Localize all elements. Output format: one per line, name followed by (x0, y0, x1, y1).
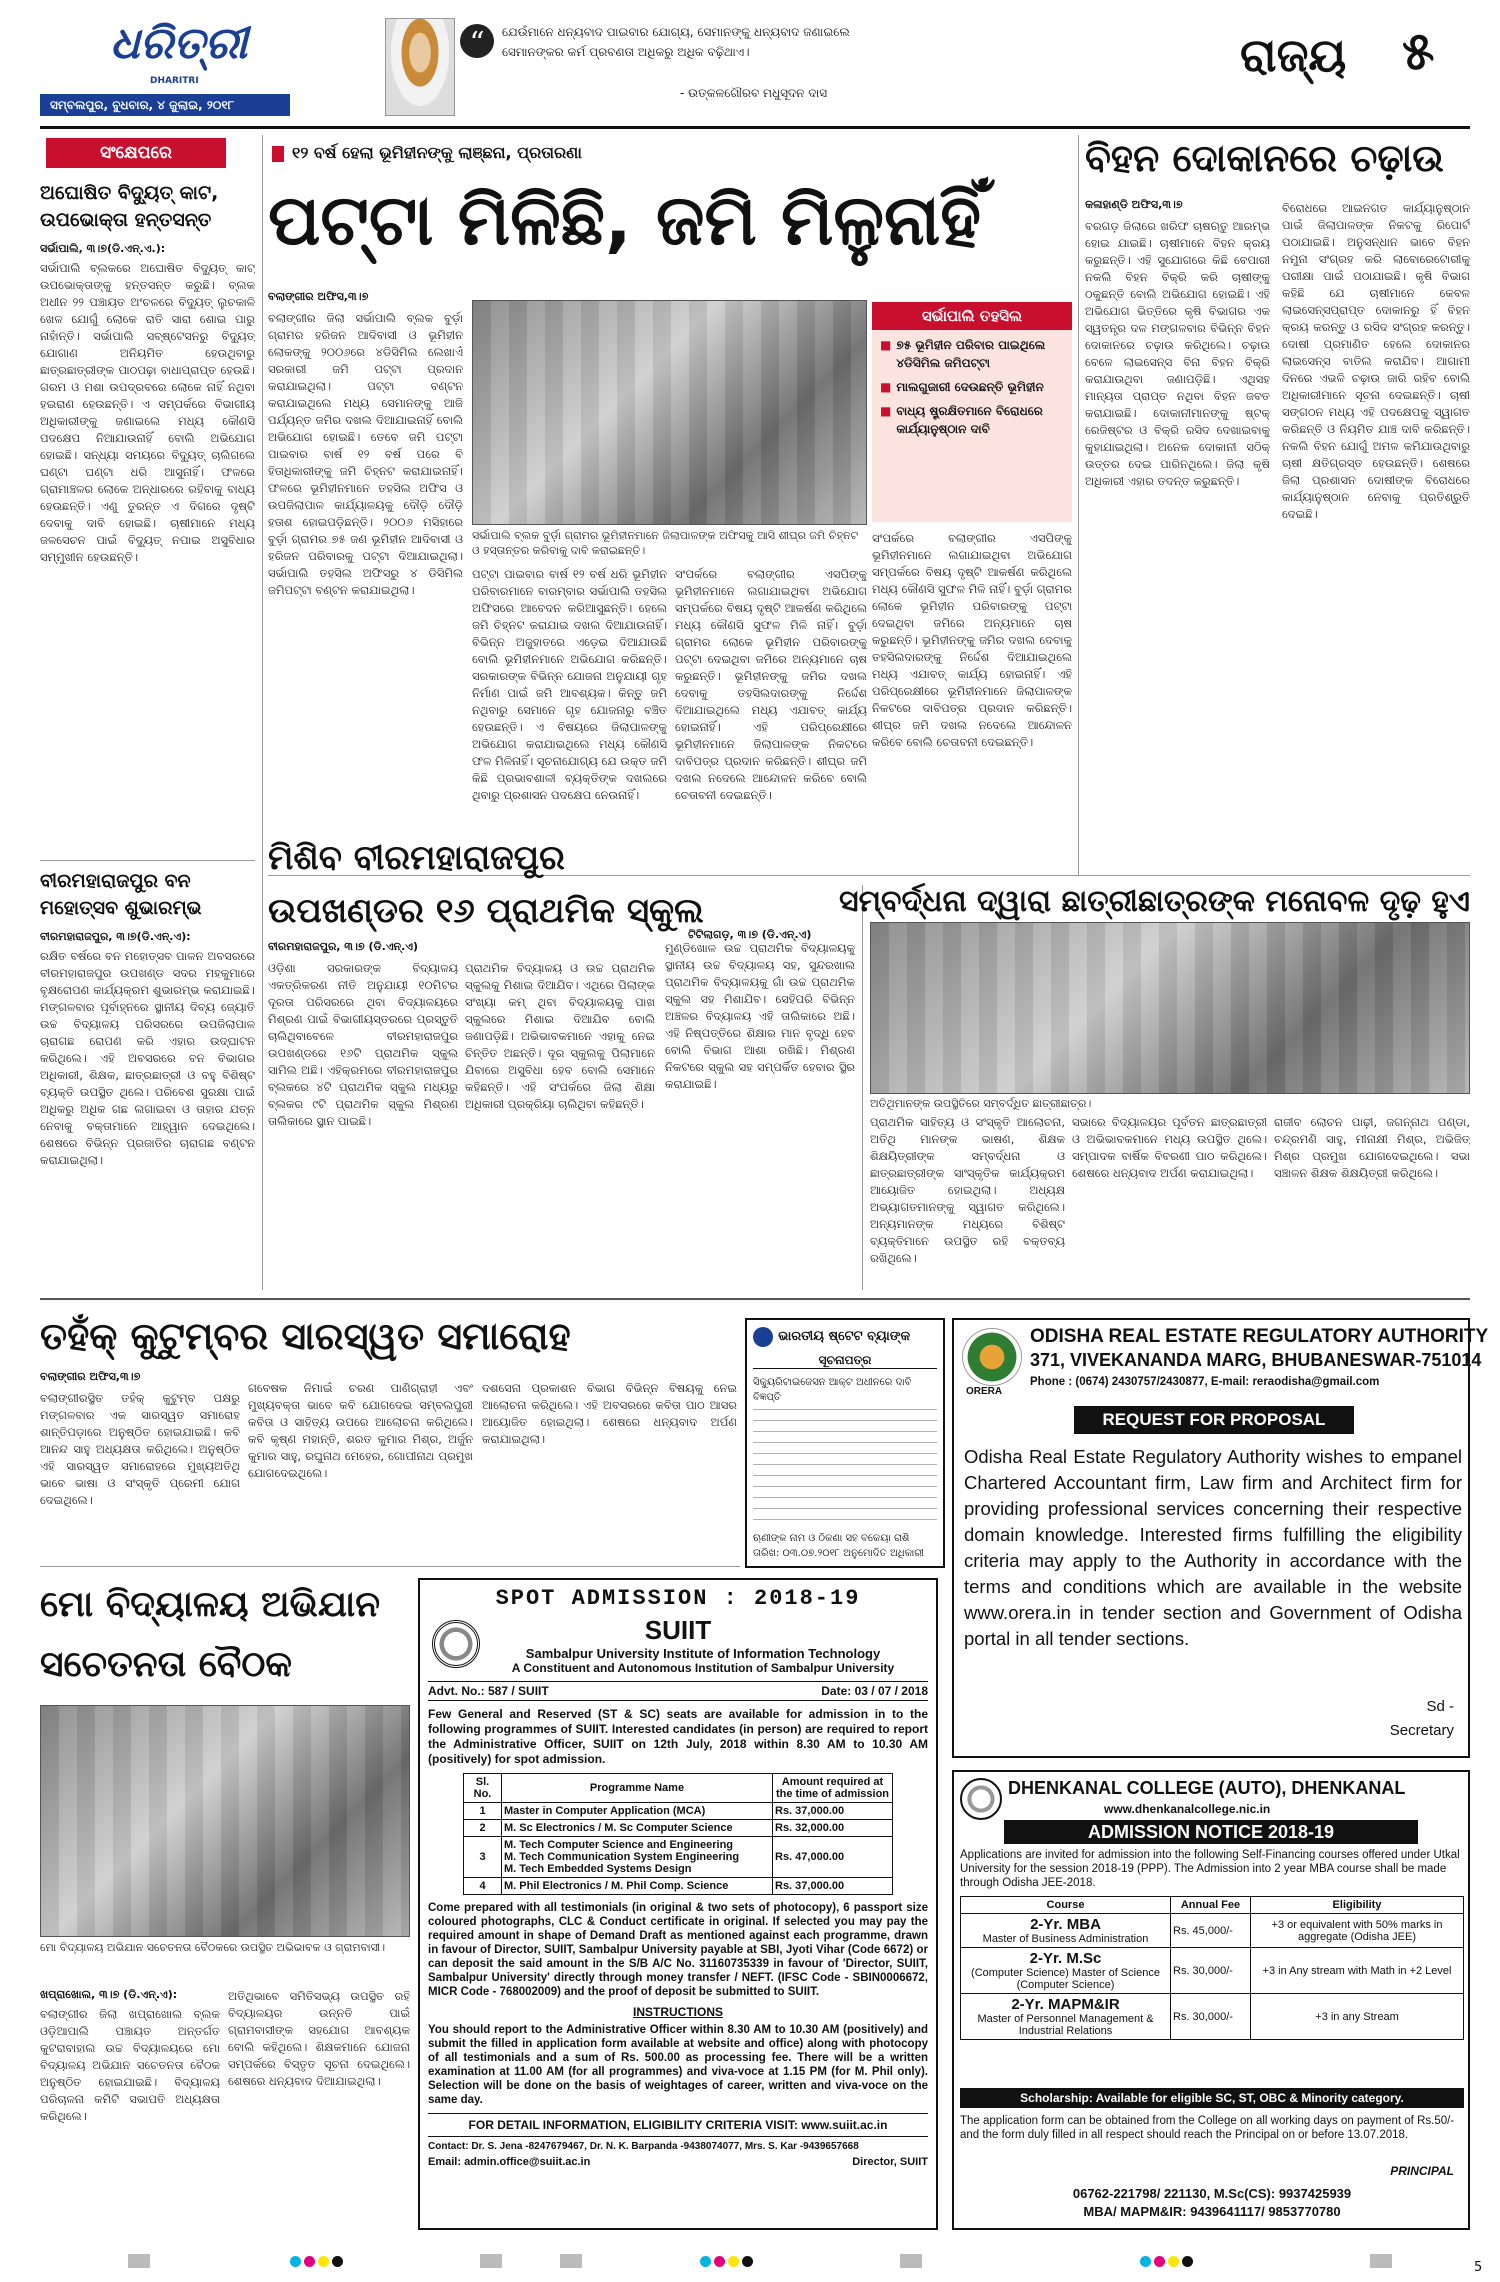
felic-col-3: ରାଜୀବ ଲୋଚନ ପାଢ଼ୀ, ଜଗନ୍ନାଥ ପଣ୍ଡା, ଚନ୍ଦ୍ରମଣି ସାହୁ, ମୀନାକ୍ଷୀ ମିଶ୍ର, ଅଭିଜିତ୍‌ ମିଶ୍ର ପ୍ରମୁଖ ଯୋଗଦେଇଥିଲେ। ସଭା ସଞ୍ଚାଳନ ଶିକ୍ଷକ ଶିକ୍ଷୟିତ୍ରୀ କରିଥିଲେ। (1274, 1115, 1470, 1180)
table-header: Amount required at the time of admission (773, 1774, 893, 1803)
dhenkanal-logo (960, 1778, 1002, 1820)
gray-bar (900, 2254, 922, 2268)
suiit-instructions: You should report to the Administrative Officer within 8.30 AM to 10.30 AM (positively) and submit the filled in application form available at website and office) along with photocopy of all testimonials and a sum of Rs. 500.00 as processing fee. There will be a written examination at 11.00 AM (for all programmes) and viva-voce at 1.15 PM (for M. Phil only). Selection will be done on the basis of weightages of career, written and viva-voce on the same day. (428, 2024, 928, 2106)
gray-bar (480, 2254, 502, 2268)
suiit-logo (432, 1620, 480, 1668)
suiit-instructions-title: INSTRUCTIONS (633, 2005, 723, 2019)
section-name: ରାଜ୍ୟ (1240, 28, 1347, 82)
lead-headline: ପଟ୍ଟା ମିଳିଛି, ଜମି ମିଳୁନାହିଁ (268, 179, 982, 261)
col-rule-lead (1078, 135, 1079, 875)
table-header: Sl. No. (464, 1774, 502, 1803)
suiit-intro: Few General and Reserved (ST & SC) seats are available for admission in to the following programmes of SUIIT. Interested candidates (in person) are required to report the Administrative Officer, SUIIT on 12th July, 2018 within 8.30 AM to 10.30 AM (positively) for spot admission. (428, 1707, 928, 1766)
lead-col-1: ବଲାଙ୍ଗୀର ଜିଲା ସର୍ଭାପାଲି ବ୍ଲକ ବୁର୍ଡ଼ା ଗ୍ରାମର ହରିଜନ ଆଦିବାସୀ ଓ ଭୂମିହୀନ ଲୋକଙ୍କୁ ୨୦୦୬ରେ ୪ଡିସିମିଲ ଲେଖାଏଁ ସରକାରୀ ଜମି ପଟ୍ଟା ପ୍ରଦାନ କରାଯାଇଥିଲା। ପଟ୍ଟା ବଣ୍ଟନ କରାଯାଇଥିଲେ ମଧ୍ୟ ସେମାନଙ୍କୁ ଆଜି ପର୍ଯ୍ୟନ୍ତ ଜମିର ଦଖଲ ଦିଆଯାଇନାହିଁ ବୋଲି ଅଭିଯୋଗ ହୋଇଛି। ତେବେ ଜମି ପଟ୍ଟା ପାଇବାର ବାର୍ଷ ୧୨ ବର୍ଷ ପରେ ବି ହିତାଧିକାରୀଙ୍କୁ ଜମି ଚିହ୍ନଟ କରାଯାଇନାହିଁ। ଫଳରେ ଭୂମିହୀନମାନେ ତହସିଲ ଅଫିସ ଓ ଉପଜିଲାପାଳ କାର୍ଯ୍ୟାଳୟକୁ ଦୌଡ଼ି ଦୌଡ଼ି ହତାଶ ହୋଇପଡ଼ିଛନ୍ତି। ୨୦୦୬ ମସିହାରେ ବୁର୍ଡ଼ା ଗ୍ରାମର ୭୫ ଜଣ ଭୂମିହୀନ ଆଦିବାସୀ ଓ ହରିଜନ ପରିବାରକୁ ପଟ୍ଟା ଦିଆଯାଇଥିଲା। ସର୍ଭାପାଲି ତହସିଲ ଅଫିସରୁ ୪ ଡିସିମିଲ ଜମିପଟ୍ଟା ବଣ୍ଟନ କରାଯାଇଥିଲା। (268, 311, 463, 597)
masthead (40, 18, 1470, 128)
dhenkanal-principal: PRINCIPAL (1390, 2164, 1454, 2178)
bank-title: ଭାରତୀୟ ଷ୍ଟେଟ ବ୍ୟାଙ୍କ (778, 1329, 911, 1344)
school-byline: ବୀରମହାରାଜପୁର, ୩।୭ (ଡି.ଏନ୍‌.ଏ) (268, 940, 419, 953)
kutumba-col-1: ବଲାଙ୍ଗୀରସ୍ଥିତ ତହଁକ୍‌ କୁଟୁମ୍ବ ପକ୍ଷରୁ ମଙ୍ଗଳବାର ଏକ ସାରସ୍ୱତ ସମାରୋହ ଶାନ୍ତିପଡ଼ାରେ ଅନୁଷ୍ଠିତ ହୋଇଯାଇଛି। କବି ଆନନ୍ଦ ସାହୁ ଅଧ୍ୟକ୍ଷତା କରିଥିଲେ। ଅନୁଷ୍ଠିତ ଏହି ସାରସ୍ୱତ ସମାରୋହରେ ମୁଖ୍ୟଅତିଥି ଭାବେ ଭାଷା ଓ ସଂସ୍କୃତି ପ୍ରେମୀ ଯୋଗ ଦେଇଥିଲେ। (40, 1391, 240, 1507)
bank-line: ସିକ୍ୟୁରିଟାଇଜେସନ ଆକ୍ଟ ଅଧୀନରେ ଦାବି ବିଜ୍ଞପ୍ତି (753, 1376, 912, 1403)
seed-byline: କଳାହାଣ୍ଡି ଅଫିସ,୩।୭ (1085, 198, 1183, 211)
suiit-name: SUIIT (644, 1615, 712, 1645)
bullet-icon: ■ (880, 380, 892, 394)
brief-headline-forest: ବୀରମହାରାଜପୁର ବନ ମହୋତ୍ସବ ଶୁଭାରମ୍ଭ (40, 870, 202, 919)
bank-line: ତାରିଖ: ୦୩.୦୭.୨୦୧୮ ଅନୁମୋଦିତ ଅଧିକାରୀ (753, 1547, 925, 1559)
seed-col-2: ବିରୋଧରେ ଆଇନଗତ କାର୍ଯ୍ୟାନୁଷ୍ଠାନ ପାଇଁ ଜିଲାପାଳଙ୍କ ନିକଟକୁ ରିପୋର୍ଟ ପଠାଯାଇଛି। ଅନୁସନ୍ଧାନ ଭାବେ ବିହନ ନମୁନା ସଂଗ୍ରହ କରି ଲାବୋରେଟୋରୀକୁ ପରୀକ୍ଷା ପାଇଁ ପଠାଯାଇଛି। କୃଷି ବିଭାଗ କହିଛି ଯେ ଚାଷୀମାନେ କେବଳ ଲାଇସେନ୍‌ସପ୍ରାପ୍ତ ଦୋକାନରୁ ହିଁ ବିହନ କ୍ରୟ କରନ୍ତୁ ଓ ରସିଦ ସଂଗ୍ରହ କରନ୍ତୁ। ଦୋଷୀ ପ୍ରମାଣିତ ହେଲେ ଦୋକାନର ଲାଇସେନ୍‌ସ ବାତିଲ କରାଯିବ। ଆଗାମୀ ଦିନରେ ଏଭଳି ଚଢ଼ାଉ ଜାରି ରହିବ ବୋଲି ଅଧିକାରୀମାନେ ସୂଚନା ଦେଇଛନ୍ତି। ଚାଷୀ ସଙ୍ଗଠନ ମଧ୍ୟ ଏହି ପଦକ୍ଷେପକୁ ସ୍ୱାଗତ କରିଛନ୍ତି ଓ ନିୟମିତ ଯାଞ୍ଚ ଦାବି କରିଛନ୍ତି। ନକଲି ବିହନ ଯୋଗୁଁ ଅମଳ କମିଯାଉଥିବାରୁ ଚାଷୀ କ୍ଷତିଗ୍ରସ୍ତ ହେଉଛନ୍ତି। ଶେଷରେ ଜିଲା ପ୍ରଶାସନ ଦୋଷୀଙ୍କ ବିରୋଧରେ କାର୍ଯ୍ୟାନୁଷ୍ଠାନ ନେବାକୁ ପ୍ରତିଶ୍ରୁତି ଦେଇଛି। (1282, 201, 1470, 521)
suiit-email: Email: admin.office@suiit.ac.in (428, 2156, 591, 2168)
school-col-1: ଓଡ଼ିଶା ସରକାରଙ୍କ ବିଦ୍ୟାଳୟ ଏକତ୍ରିକରଣ ନୀତି ଅନୁଯାୟୀ ୧୦ମିଟର ଦୂରତା ପରିସରରେ ଥିବା ବିଦ୍ୟାଳୟରେ ମିଶ୍ରଣ ପାଇଁ ବିଭାଗୀୟସ୍ତରରେ ପ୍ରସ୍ତୁତି ଚାଲିଥିବାବେଳେ ବୀରମହାରାଜପୁର ଉପଖଣ୍ଡରେ ୧୬ଟି ପ୍ରାଥମିକ ସ୍କୁଲ ସାମିଲ ଅଛି। ଏହିକ୍ରମରେ ବୀରମହାରାଜପୁର ବ୍ଲକରେ ୪ଟି ପ୍ରାଥମିକ ସ୍କୁଲ ମଧ୍ୟରୁ ବ୍ଲକର ୯ଟି ପ୍ରାଥମିକ ସ୍କୁଲ ମିଶ୍ରଣ ତାଲିକାରେ ସ୍ଥାନ ପାଇଛି। (268, 961, 458, 1128)
lead-byline: ବଲାଙ୍ଗୀର ଅଫିସ,୩।୭ (268, 290, 369, 303)
suiit-title: SPOT ADMISSION : 2018-19 (495, 1586, 861, 1611)
bank-line: ଋଣୀଙ୍କ ନାମ ଓ ଠିକଣା ସହ ବକେୟା ରାଶି (753, 1532, 910, 1544)
felic-photo (870, 922, 1470, 1094)
brief-tag: ସଂକ୍ଷେପରେ (46, 138, 226, 168)
bank-logo-icon (753, 1327, 773, 1347)
newspaper-logo-sub: DHARITRI (150, 76, 199, 86)
school-headline-1: ମିଶିବ ବୀରମହାରାଜପୁର (268, 838, 565, 878)
dateline: ସମ୍ବଲପୁର, ବୁଧବାର, ୪ ଜୁଲାଇ, ୨୦୧୮ (40, 94, 290, 116)
dhenkanal-phones-1: 06762-221798/ 221130, M.Sc(CS): 9937425939 (1072, 2186, 1352, 2201)
table-row: 2 M. Sc Electronics / M. Sc Computer Science Rs. 32,000.00 (464, 1820, 893, 1837)
brief-body-forest: ରକ୍ଷିତ ବର୍ଷରେ ବନ ମହୋତ୍ସବ ପାଳନ ଅବସରରେ ବୀରମହାରାଜପୁର ଉପଖଣ୍ଡ ସଦର ମହକୁମାରେ ବୃକ୍ଷରୋପଣ କାର୍ଯ୍ୟକ୍ରମ ଶୁଭାରମ୍ଭ କରାଯାଇଛି। ମଙ୍ଗଳବାର ପୂର୍ବାହ୍ନରେ ସ୍ଥାନୀୟ ଦିବ୍ୟ ଜ୍ୟୋତି ଉଚ୍ଚ ବିଦ୍ୟାଳୟ ପରିସରରେ ଉପଜିଲାପାଳ ଚାରାଗଛ ରୋପଣ କରି ଏହାର ଉଦ୍‌ଘାଟନ କରିଥିଲେ। ଏହି ଅବସରରେ ବନ ବିଭାଗର ଅଧିକାରୀ, ଶିକ୍ଷକ, ଛାତ୍ରଛାତ୍ରୀ ଓ ବହୁ ବିଶିଷ୍ଟ ବ୍ୟକ୍ତି ଉପସ୍ଥିତ ଥିଲେ। ପରିବେଶ ସୁରକ୍ଷା ପାଇଁ ଅଧିକରୁ ଅଧିକ ଗଛ ଲଗାଇବା ଓ ତାହାର ଯତ୍ନ ନେବାକୁ ବକ୍ତାମାନେ ଆହ୍ୱାନ ଦେଇଥିଲେ। ଶେଷରେ ବିଭିନ୍ନ ପ୍ରଜାତିର ଚାରାଗଛ ବଣ୍ଟନ କରାଯାଇଥିଲା। (40, 949, 255, 1167)
gray-bar (128, 2254, 150, 2268)
dhenkanal-ad (952, 1770, 1470, 2230)
movidya-photo (40, 1705, 410, 1937)
brief-body-power: ସର୍ଭାପାଲି ବ୍ଲକରେ ଅଘୋଷିତ ବିଦ୍ୟୁତ୍‌ କାଟ୍‌ ଉପଭୋକ୍ତାଙ୍କୁ ହନ୍ତସନ୍ତ କରୁଛି। ବ୍ଲକ ଅଧୀନ ୨୨ ପଞ୍ଚାୟତ ଅଂଚଳରେ ବିଦ୍ୟୁତ୍‌ ଲୁଚକାଳି ଖେଳ ଯୋଗୁଁ ଲୋକେ ରାତି ସାରା ଶୋଇ ପାରୁ ନାହାଁନ୍ତି। ସର୍ଭାପାଲି ସବ୍‌ଷ୍ଟେସନରୁ ବିଦ୍ୟୁତ୍‌ ଯୋଗାଣ ଅନିୟମିତ ହେଉଥିବାରୁ ଛାତ୍ରଛାତ୍ରୀଙ୍କ ପାଠପଢ଼ା ବାଧାପ୍ରାପ୍ତ ହେଉଛି। ଗରମ ଓ ମଶା ଉପଦ୍ରବରେ ଲୋକେ ନାହିଁ ନଥିବା ହଇରାଣ ହେଉଛନ୍ତି। ଏ ସମ୍ପର୍କରେ ବିଭାଗୀୟ ଅଧିକାରୀଙ୍କୁ ଜଣାଇଲେ ମଧ୍ୟ କୌଣସି ପଦକ୍ଷେପ ନିଆଯାଉନାହିଁ ବୋଲି ଅଭିଯୋଗ ହୋଇଛି। ସନ୍ଧ୍ୟା ସମୟରେ ବିଦ୍ୟୁତ୍‌ ଚାଲିଗଲେ ଘଣ୍ଟା ଘଣ୍ଟା ଧରି ଆସୁନାହିଁ। ଫଳରେ ଗ୍ରାମାଞ୍ଚଳର ଲୋକେ ଅନ୍ଧାରରେ ରହିବାକୁ ବାଧ୍ୟ ହେଉଛନ୍ତି। ଏଣୁ ତୁରନ୍ତ ଏ ଦିଗରେ ଦୃଷ୍ଟି ଦେବାକୁ ଦାବି ହୋଇଛି। ଚାଷୀମାନେ ମଧ୍ୟ ଜଳସେଚନ ପାଇଁ ବିଦ୍ୟୁତ୍‌ ନପାଇ ଅସୁବିଧାର ସମ୍ମୁଖୀନ ହେଉଛନ୍ତି। (40, 261, 255, 564)
table-row: 1 Master in Computer Application (MCA) Rs. 37,000.00 (464, 1803, 893, 1820)
dhenkanal-website: www.dhenkanalcollege.nic.in (1104, 1802, 1271, 1816)
table-row: 3 M. Tech Computer Science and Engineering M. Tech Communication System Engineering M. Tech Embedded Systems Design Rs. 47,000.00 (464, 1837, 893, 1878)
felic-photo-caption: ଅତିଥିମାନଙ୍କ ଉପସ୍ଥିତିରେ ସମ୍ବର୍ଦ୍ଧିତ ଛାତ୍ରୀଛାତ୍ର। (870, 1097, 1092, 1110)
sidebox-item: ■ ବାଧ୍ୟ ଷ୍ଟ୍ରକ୍ଷିତମାନେ ବିରୋଧରେ କାର୍ଯ୍ୟାନୁଷ୍ଠାନ ଦାବି (880, 404, 1043, 436)
lead-photo (472, 300, 867, 525)
orera-ad (952, 1318, 1489, 1758)
bullet-icon: ■ (880, 338, 892, 352)
table-row: 2-Yr. M.Sc (Computer Science) Master of Science (Computer Science) Rs. 30,000/- +3 in Any stream with Math in +2 Level (961, 1948, 1464, 1994)
lead-sidebox (872, 302, 1072, 522)
dhenkanal-phones-2: MBA/ MAPM&IR: 9439641117/ 9853770780 (1083, 2204, 1341, 2219)
orera-body: Odisha Real Estate Regulatory Authority wishes to empanel Chartered Accountant firm, Law firm and Architect firm for providing professional services concerning their respective domain knowledge. Interested firms fulfilling the eligibility criteria may apply to the Authority in accordance with the terms and conditions which are available in the website www.orera.in in tender section and Government of Odisha portal in all tender sections. (964, 1446, 1462, 1649)
lead-col-3: ସଂପର୍କରେ ବଲାଙ୍ଗୀର ଏସପିଙ୍କୁ ଭୂମିହୀନମାନେ ଲଗାଯାଇଥିବା ଅଭିଯୋଗ ସମ୍ପର୍କରେ ବିଷୟ ଦୃଷ୍ଟି ଆକର୍ଷଣ କରିଥିଲେ ମଧ୍ୟ କୌଣସି ସୁଫଳ ମିଳି ନାହିଁ। ବୁର୍ଡ଼ା ଗ୍ରାମର ଲୋକେ ଭୂମିହୀନ ପରିବାରଙ୍କୁ ପଟ୍ଟା ଦେଇଥିବା ଜମିରେ ଅନ୍ୟମାନେ ଚାଷ କରୁଛନ୍ତି। ଭୂମିହୀନଙ୍କୁ ଜମିର ଦଖଲ ଦେବାକୁ ତହସିଲଦାରଙ୍କୁ ନିର୍ଦ୍ଦେଶ ଦିଆଯାଇଥିଲେ ମଧ୍ୟ ଏଯାବତ୍‌ କାର୍ଯ୍ୟ ହୋଇନାହିଁ। ଏହି ପରିପ୍ରେକ୍ଷୀରେ ଭୂମିହୀନମାନେ ଜିଲାପାଳଙ୍କ ନିକଟରେ ଦାବିପତ୍ର ପ୍ରଦାନ କରିଛନ୍ତି। ଶୀଘ୍ର ଜମି ଦଖଲ ନଦେଲେ ଆନ୍ଦୋଳନ କରିବେ ବୋଲି ଚେତାବନୀ ଦେଇଛନ୍ତି। (675, 567, 867, 802)
table-header: Programme Name (502, 1774, 773, 1803)
newspaper-logo: ଧରିତ୍ରୀ (110, 18, 248, 69)
bank-notice (745, 1318, 945, 1568)
masthead-rule (40, 126, 1470, 129)
felic-headline: ସମ୍ବର୍ଦ୍ଧନା ଦ୍ୱାରା ଛାତ୍ରୀଛାତ୍ରଙ୍କ ମନୋବଳ ଦୃଢ଼ ହୁଏ (839, 884, 1470, 919)
movidya-byline: ଖପ୍ରାଖୋଲ, ୩।୭ (ଡି.ଏନ୍‌.ଏ): (40, 1988, 178, 2001)
lead-col-2: ପଟ୍ଟା ପାଇବାର ବାର୍ଷ ୧୨ ବର୍ଷ ଧରି ଭୂମିହୀନ ପରିବାରମାନେ ବାରମ୍ବାର ସର୍ଭାପାଲି ତହସିଲ ଅଫିସରେ ଆବେଦନ କରିଆସୁଛନ୍ତି। ହେଲେ ଜମି ଚିହ୍ନଟ କରାଯାଇ ଦଖଲ ଦିଆଯାଉନାହିଁ। ବିଭିନ୍ନ ଅଜୁହାତରେ ଏଡ଼େଇ ଦିଆଯାଉଛି ବୋଲି ଭୂମିହୀନମାନେ ଅଭିଯୋଗ କରିଛନ୍ତି। ସରକାରଙ୍କ ବିଭିନ୍ନ ଯୋଜନା ଅନୁଯାୟୀ ଗୃହ ନିର୍ମାଣ ପାଇଁ ଜମି ଆବଶ୍ୟକ। କିନ୍ତୁ ଜମି ନଥିବାରୁ ସେମାନେ ଗୃହ ଯୋଜନାରୁ ବଞ୍ଚିତ ହେଉଛନ୍ତି। ଏ ବିଷୟରେ ଜିଲାପାଳଙ୍କୁ ଅଭିଯୋଗ କରାଯାଇଥିଲେ ମଧ୍ୟ କୌଣସି ଫଳ ମିଳିନାହିଁ। ସୂଚନାଯୋଗ୍ୟ ଯେ ଉକ୍ତ ଜମି କିଛି ପ୍ରଭାବଶାଳୀ ବ୍ୟକ୍ତିଙ୍କ ଦଖଲରେ ଥିବାରୁ ପ୍ରଶାସନ ପଦକ୍ଷେପ ନେଉନାହିଁ। (472, 567, 667, 802)
brief-byline-power: ସର୍ଭାପାଲି, ୩।୭(ଡି.ଏନ୍‌.ଏ.): (40, 242, 166, 255)
orera-org: ODISHA REAL ESTATE REGULATORY AUTHORITY (1030, 1326, 1489, 1347)
cmyk-dots (1140, 2256, 1193, 2267)
registration-strip (0, 2246, 1500, 2282)
dhenkanal-title: DHENKANAL COLLEGE (AUTO), DHENKANAL (1008, 1778, 1406, 1798)
lead-photo-caption: ସର୍ଭାପାଲି ବ୍ଲକ ବୁର୍ଡ଼ା ଗ୍ରାମର ଭୂମିହୀନମାନେ ଜିଲାପାଳଙ୍କ ଅଫିସକୁ ଆସି ଶୀଘ୍ର ଜମି ଚିହ୍ନଟ ଓ ହସ୍ତାନ୍ତର କରିବାକୁ ଦାବି କରାଇଛନ୍ତି। (472, 529, 859, 557)
movidya-photo-caption: ମୋ ବିଦ୍ୟାଳୟ ଅଭିଯାନ ସଚେତନତା ବୈଠକରେ ଉପସ୍ଥିତ ଅଭିଭାବକ ଓ ଗ୍ରାମବାସୀ। (40, 1941, 386, 1954)
dhenkanal-form-info: The application form can be obtained from the College on all working days on payment of Rs.50/- and the form duly filled in all respect should reach the Principal on or before 13.07.2018. (960, 2115, 1455, 2141)
kutumba-byline: ବଲାଙ୍ଗୀର ଅଫିସ,୩।୭ (40, 1370, 141, 1383)
lead-sidebox-title: ସର୍ଭାପାଲି ତହସିଲ (872, 302, 1072, 330)
cmyk-dots (700, 2256, 753, 2267)
seed-col-1: ବରଗଡ଼ ଜିଲାରେ ଖରିଫ ଚାଷଋତୁ ଆରମ୍ଭ ହୋଇ ଯାଇଛି। ଚାଷୀମାନେ ବିହନ କ୍ରୟ କରୁଛନ୍ତି। ଏହି ସୁଯୋଗରେ କିଛି ବେପାରୀ ନକଲି ବିହନ ବିକ୍ରି କରି ଚାଷୀଙ୍କୁ ଠକୁଛନ୍ତି ବୋଲି ଅଭିଯୋଗ ହୋଇଛି। ଏହି ଅଭିଯୋଗ ଭିତ୍ତିରେ କୃଷି ବିଭାଗର ଏକ ସ୍ୱତନ୍ତ୍ର ଦଳ ମଙ୍ଗଳବାର ବିଭିନ୍ନ ବିହନ ଦୋକାନରେ ଚଢ଼ାଉ କରିଥିଲେ। ଚଢ଼ାଉ ବେଳେ ଲାଇସେନ୍‌ସ ବିନା ବିହନ ବିକ୍ରି କରାଯାଉଥିବା ଜଣାପଡ଼ିଛି। ଏଥିସହ ମାନ୍ୟତା ପ୍ରାପ୍ତ ନଥିବା ବିହନ ଜବତ କରାଯାଇଛି। ଦୋକାନୀମାନଙ୍କୁ ଷ୍ଟକ୍‌ ରେଜିଷ୍ଟର ଓ ବିକ୍ରି ରସିଦ ଦେଖାଇବାକୁ କୁହାଯାଇଥିଲା। ଅନେକ ଦୋକାନୀ ସଠିକ୍‌ ଉତ୍ତର ଦେଇ ପାରିନଥିଲେ। ଜିଲା କୃଷି ଅଧିକାରୀ ଏହାର ତଦନ୍ତ କରୁଛନ୍ତି। (1085, 219, 1270, 488)
school-col-3: ମୁଣ୍ଡିଖୋଳ ଉଚ୍ଚ ପ୍ରାଥମିକ ବିଦ୍ୟାଳୟକୁ ସ୍ଥାନୀୟ ଉଚ୍ଚ ବିଦ୍ୟାଳୟ ସହ, ସୁନ୍ଦରଖାଲ ପ୍ରାଥମିକ ବିଦ୍ୟାଳୟକୁ ଗାଁ ଉଚ୍ଚ ପ୍ରାଥମିକ ସ୍କୁଲ ସହ ମିଶାଯିବ। ସେହିପରି ବିଭିନ୍ନ ଅଞ୍ଚଳର ବିଦ୍ୟାଳୟ ଏହି ତାଲିକାରେ ଅଛି। ଏହି ନିଷ୍ପତ୍ତିରେ ଶିକ୍ଷାର ମାନ ବୃଦ୍ଧି ହେବ ବୋଲି ବିଭାଗ ଆଶା ରଖିଛି। ମିଶ୍ରଣ ନିକଟରେ ସ୍କୁଲ ସହ ସମ୍ପର୍କିତ ହେବାର ସ୍ଥିର କରାଯାଇଛି। (665, 941, 855, 1091)
suiit-contact: Contact: Dr. S. Jena -8247679467, Dr. N. K. Barpanda -9438074077, Mrs. S. Kar -9439657668 (428, 2141, 859, 2152)
lead-kicker-marker (272, 146, 284, 162)
portrait-image (385, 18, 455, 116)
movidya-headline-2: ସଚେତନତା ବୈଠକ (40, 1644, 292, 1685)
table-row: 4 M. Phil Electronics / M. Phil Comp. Science Rs. 37,000.00 (464, 1878, 893, 1895)
movidya-col-1: ବଲାଙ୍ଗୀର ଜିଲା ଖପ୍ରାଖୋଲ ବ୍ଲକ ଓଡ଼ିଆପାଲି ପଞ୍ଚାୟତ ଅନ୍ତର୍ଗତ କୁଟରାବାହାଲ ଉଚ୍ଚ ବିଦ୍ୟାଳୟରେ ମୋ ବିଦ୍ୟାଳୟ ଅଭିଯାନ ସଚେତନତା ବୈଠକ ଅନୁଷ୍ଠିତ ହୋଇଯାଇଛି। ବିଦ୍ୟାଳୟ ପରିଚାଳନା କମିଟି ସଭାପତି ଅଧ୍ୟକ୍ଷତା କରିଥିଲେ। (40, 2007, 220, 2123)
cmyk-dots (290, 2256, 343, 2267)
suiit-fee-table (463, 1773, 893, 1895)
seed-headline: ବିହନ ଦୋକାନରେ ଚଢ଼ାଉ (1085, 136, 1444, 180)
suiit-ad (418, 1578, 938, 2230)
bullet-icon: ■ (880, 404, 892, 418)
row-rule-2 (40, 1298, 1470, 1300)
kutumba-col-3: ଦଶସେନା ପ୍ରକାଶନ ବିଭାଗ ବିଭିନ୍ନ ବିଷୟକୁ ନେଇ ଆଲୋଚନା କରିଥିଲେ। ଏହି ଅବସରରେ କବିତା ପାଠ ଆସର ଆୟୋଜିତ ହୋଇଥିଲା। ଶେଷରେ ଧନ୍ୟବାଦ ଅର୍ପଣ କରାଯାଇଥିଲା। (482, 1381, 737, 1446)
col-rule-school (862, 885, 863, 1290)
felic-col-2: ସଭାରେ ବିଦ୍ୟାଳୟର ପୂର୍ବତନ ଛାତ୍ରଛାତ୍ରୀ ଓ ଅଭିଭାବକମାନେ ମଧ୍ୟ ଉପସ୍ଥିତ ଥିଲେ। ସମ୍ପାଦକ ବାର୍ଷିକ ବିବରଣୀ ପାଠ କରିଥିଲେ। ଶେଷରେ ଧନ୍ୟବାଦ ଅର୍ପଣ କରାଯାଇଥିଲା। (1072, 1115, 1267, 1180)
suiit-footer: FOR DETAIL INFORMATION, ELIGIBILITY CRITERIA VISIT: www.suiit.ac.in (428, 2113, 928, 2137)
suiit-advt-no: Advt. No.: 587 / SUIIT (428, 1684, 549, 1698)
orera-rfp-banner: REQUEST FOR PROPOSAL (1074, 1406, 1354, 1434)
table-header: Annual Fee (1171, 1897, 1251, 1914)
orera-sig-1: Sd - (1426, 1698, 1454, 1715)
table-header: Eligibility (1251, 1897, 1464, 1914)
orera-logo (962, 1328, 1022, 1386)
dhenkanal-intro: Applications are invited for admission into the following Self-Financing courses offered under Utkal University for the session 2018-19 (PPP). The Admission into 2 year MBA course shall be made through Odisha JEE-2018. (960, 1849, 1460, 1889)
brief-headline-power: ଅଘୋଷିତ ବିଦ୍ୟୁତ୍‌ କାଟ, ଉପଭୋକ୍ତା ହନ୍ତସନ୍ତ (40, 182, 219, 231)
bank-fine-print (753, 1409, 937, 1527)
suiit-signature: Director, SUIIT (852, 2156, 928, 2168)
sidebox-item: ■ ୭୫ ଭୂମିହୀନ ପରିବାର ପାଇଥିଲେ ୪ଡିସିମିଲ ଜମିପଟ୍ଟା (880, 338, 1046, 370)
felic-col-1: ପ୍ରାଥମିକ ସାହିତ୍ୟ ଓ ସଂସ୍କୃତି ଆଲୋଚନା, ଅତିଥି ମାନଙ୍କ ଭାଷଣ, ଶିକ୍ଷକ ଶିକ୍ଷୟିତ୍ରୀଙ୍କ ସମ୍ବର୍ଦ୍ଧନା ଓ ଛାତ୍ରଛାତ୍ରୀଙ୍କ ସାଂସ୍କୃତିକ କାର୍ଯ୍ୟକ୍ରମ ଆୟୋଜିତ ହୋଇଥିଲା। ଅଧ୍ୟକ୍ଷ ଅଭ୍ୟାଗତମାନଙ୍କୁ ସ୍ୱାଗତ କରିଥିଲେ। ଅନ୍ୟମାନଙ୍କ ମଧ୍ୟରେ ବିଶିଷ୍ଟ ବ୍ୟକ୍ତିମାନେ ଉପସ୍ଥିତ ରହି ବକ୍ତବ୍ୟ ରଖିଥିଲେ। (870, 1115, 1065, 1265)
school-headline-2: ଉପଖଣ୍ଡର ୧୬ ପ୍ରାଥମିକ ସ୍କୁଲ (268, 891, 704, 931)
brief-byline-forest: ବୀରମହାରାଜପୁର, ୩।୭(ଡି.ଏନ୍‌.ଏ): (40, 930, 191, 943)
suiit-inst-1: Sambalpur University Institute of Information Technology (525, 1646, 881, 1661)
kutumba-col-2: ଗବେଷକ ନିମାଇଁ ଚରଣ ପାଣିଗ୍ରାହୀ ଏବଂ ମୁଖ୍ୟବକ୍ତା ଭାବେ କବି ଯୋଗଦେଇ ସମ୍ବଲପୁରୀ କବିତା ଓ ସାହିତ୍ୟ ଉପରେ ଆଲୋଚନା କରିଥିଲେ। କବି କୃଷ୍ଣ ମହାନ୍ତି, ଶରତ କୁମାର ମିଶ୍ର, ଅର୍ଜୁନ କୁମାର ସାହୁ, ରଘୁନାଥ ମେହେର, ଗୋପୀନାଥ ପ୍ରମୁଖ ଯୋଗଦେଇଥିଲେ। (248, 1381, 473, 1480)
sidebox-item: ■ ମାଲଗୁଜାରୀ ଦେଉଛନ୍ତି ଭୂମିହୀନ (880, 380, 1044, 394)
quote-mark-icon: “ (460, 24, 494, 58)
gray-bar (560, 2254, 582, 2268)
dhenkanal-scholarship: Scholarship: Available for eligible SC, ST, OBC & Minority category. (960, 2088, 1464, 2108)
table-row: 2-Yr. MAPM&IR Master of Personnel Management & Industrial Relations Rs. 30,000/- +3 in any Stream (961, 1994, 1464, 2040)
bank-subtitle: ସୂଚନାପତ୍ର (753, 1353, 937, 1369)
lead-kicker: ୧୨ ବର୍ଷ ହେଲା ଭୂମିହୀନଙ୍କୁ ଲାଞ୍ଛନା, ପ୍ରତାରଣା (292, 143, 582, 162)
orera-address: 371, VIVEKANANDA MARG, BHUBANESWAR-751014 (1030, 1350, 1482, 1370)
footer-page-number: 5 (1474, 2260, 1483, 2275)
school-col-2: ପ୍ରାଥମିକ ବିଦ୍ୟାଳୟ ଓ ଉଚ୍ଚ ପ୍ରାଥମିକ ସ୍କୁଲକୁ ମିଶାଇ ଦିଆଯିବ। ଏଥିରେ ପିଲାଙ୍କ ସଂଖ୍ୟା କମ୍‌ ଥିବା ବିଦ୍ୟାଳୟକୁ ପାଖ ସ୍କୁଲରେ ମିଶାଇ ଦିଆଯିବ ବୋଲି ଜଣାପଡ଼ିଛି। ଅଭିଭାବକମାନେ ଏହାକୁ ନେଇ ଚିନ୍ତିତ ଅଛନ୍ତି। ଦୂର ସ୍କୁଲକୁ ପିଲାମାନେ ଯିବାରେ ଅସୁବିଧା ହେବ ବୋଲି ସେମାନେ କହିଛନ୍ତି। ଏହି ସଂପର୍କରେ ଜିଲା ଶିକ୍ଷା ଅଧିକାରୀ ପ୍ରକ୍ରିୟା ଚାଲିଥିବା କହିଛନ୍ତି। (465, 961, 655, 1111)
kutumba-headline: ତହଁକ୍‌ କୁଟୁମ୍ବର ସାରସ୍ୱତ ସମାରୋହ (40, 1314, 571, 1358)
orera-sig-2: Secretary (1389, 1722, 1454, 1739)
orera-phone: Phone : (0674) 2430757/2430877, E-mail: reraodisha@gmail.com (1030, 1376, 1380, 1388)
suiit-date: Date: 03 / 07 / 2018 (821, 1684, 928, 1698)
dhenkanal-notice-banner: ADMISSION NOTICE 2018-19 (1004, 1820, 1418, 1844)
row-rule-3 (40, 1566, 740, 1567)
lead-col-4: ସଂପର୍କରେ ବଲାଙ୍ଗୀର ଏସପିଙ୍କୁ ଭୂମିହୀନମାନେ ଲଗାଯାଇଥିବା ଅଭିଯୋଗ ସମ୍ପର୍କରେ ବିଷୟ ଦୃଷ୍ଟି ଆକର୍ଷଣ କରିଥିଲେ ମଧ୍ୟ କୌଣସି ସୁଫଳ ମିଳି ନାହିଁ। ବୁର୍ଡ଼ା ଗ୍ରାମର ଲୋକେ ଭୂମିହୀନ ପରିବାରଙ୍କୁ ପଟ୍ଟା ଦେଇଥିବା ଜମିରେ ଅନ୍ୟମାନେ ଚାଷ କରୁଛନ୍ତି। ଭୂମିହୀନଙ୍କୁ ଜମିର ଦଖଲ ଦେବାକୁ ତହସିଲଦାରଙ୍କୁ ନିର୍ଦ୍ଦେଶ ଦିଆଯାଇଥିଲେ ମଧ୍ୟ ଏଯାବତ୍‌ କାର୍ଯ୍ୟ ହୋଇନାହିଁ। ଏହି ପରିପ୍ରେକ୍ଷୀରେ ଭୂମିହୀନମାନେ ଜିଲାପାଳଙ୍କ ନିକଟରେ ଦାବିପତ୍ର ପ୍ରଦାନ କରିଛନ୍ତି। ଶୀଘ୍ର ଜମି ଦଖଲ ନଦେଲେ ଆନ୍ଦୋଳନ କରିବେ ବୋଲି ଚେତାବନୀ ଦେଇଛନ୍ତି। (872, 531, 1072, 749)
gray-bar (1370, 2254, 1392, 2268)
masthead-quote-author: - ଉତ୍କଳଗୌରବ ମଧୁସୂଦନ ଦାସ (680, 86, 828, 100)
suiit-inst-2: A Constituent and Autonomous Institution of Sambalpur University (511, 1661, 895, 1675)
col-rule-left (262, 135, 263, 1290)
table-header: Course (961, 1897, 1171, 1914)
dhenkanal-course-table (960, 1896, 1464, 2040)
movidya-col-2: ଅତିଥିଭାବେ ସମିତିସଭ୍ୟ ଉପସ୍ଥିତ ରହି ବିଦ୍ୟାଳୟର ଉନ୍ନତି ପାଇଁ ଗ୍ରାମବାସୀଙ୍କ ସହଯୋଗ ଆବଶ୍ୟକ ବୋଲି କହିଥିଲେ। ଶିକ୍ଷକମାନେ ଯୋଜନା ସମ୍ପର୍କରେ ବିସ୍ତୃତ ସୂଚନା ଦେଇଥିଲେ। ଶେଷରେ ଧନ୍ୟବାଦ ଦିଆଯାଇଥିଲା। (228, 1989, 410, 2088)
suiit-requirements: Come prepared with all testimonials (in original & two sets of photocopy), 6 passport size coloured photographs, CLC & Conduct certificate in original. If selected you may pay the required amount in shape of Demand Draft as mentioned against each programme, drawn in favour of Director, SUIIT, Sambalpur University payable at SBI, Jyoti Vihar (Code 6672) or can deposit the said amount in the S/B A/C No. 31160735339 in favour of 'Director, SUIIT, Sambalpur University' directly through money transfer / NEFT. (IFSC Code - SBIN0006672, MICR Code - 768002009) and the proof of deposit be submitted to SUIIT. (428, 1902, 928, 1998)
table-row: 2-Yr. MBA Master of Business Administration Rs. 45,000/- +3 or equivalent with 50% marks in aggregate (Odisha JEE) (961, 1914, 1464, 1948)
felic-byline: ଟିଟିଲାଗଡ଼, ୩।୭ (ଡି.ଏନ୍‌.ଏ) (688, 928, 812, 941)
page-number-masthead: ୫ (1402, 22, 1435, 82)
orera-logo-text: ORERA (966, 1386, 1003, 1397)
brief-divider (40, 860, 255, 861)
masthead-quote: ଯେଉଁମାନେ ଧନ୍ୟବାଦ ପାଇବାର ଯୋଗ୍ୟ, ସେମାନଙ୍କୁ ଧନ୍ୟବାଦ ଜଣାଇଲେ ସେମାନଙ୍କର କର୍ମ ପ୍ରବଣତା ଅଧିକରୁ ଅଧିକ ବଢ଼ିଥାଏ। (502, 25, 850, 59)
movidya-headline-1: ମୋ ବିଦ୍ୟାଳୟ ଅଭିଯାନ (40, 1584, 380, 1625)
